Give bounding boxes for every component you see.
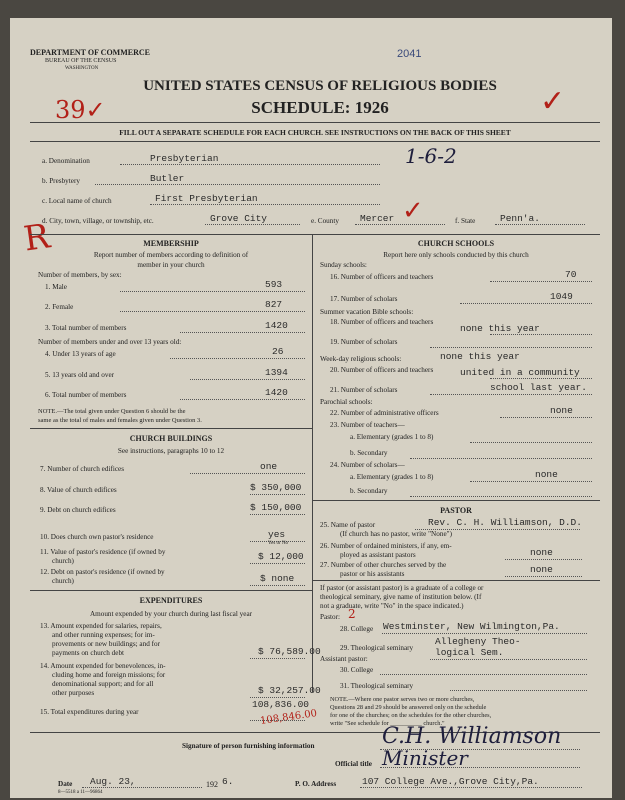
buildings-heading: CHURCH BUILDINGS <box>129 434 213 443</box>
value-weekday-officers[interactable]: united in a community <box>460 367 580 378</box>
value-church-edifices[interactable]: one <box>260 461 278 472</box>
label-sunday-officers: 16. Number of officers and teachers <box>330 273 434 281</box>
label-value-edifices: 8. Value of church edifices <box>40 486 117 494</box>
pastor-heading: PASTOR <box>440 506 472 515</box>
value-college[interactable]: Westminster, New Wilmington,Pa. <box>383 621 560 632</box>
value-church-name[interactable]: First Presbyterian <box>155 193 258 204</box>
graduate-note-2: theological seminary, give name of institution below. (If <box>320 593 482 601</box>
label-residence-value: 11. Value of pastor's residence (if owned by <box>40 548 166 556</box>
label-weekday-officers: 20. Number of officers and teachers <box>330 366 434 374</box>
label-benevolences: 14. Amount expended for benevolences, in- <box>40 662 166 670</box>
label-college: 28. College <box>340 625 374 633</box>
value-residence-debt[interactable]: $ none <box>260 573 295 584</box>
date-value[interactable]: Aug. 23, <box>90 776 136 787</box>
label-admin-officers: 22. Number of administrative officers <box>330 409 439 417</box>
buildings-instruction: See instructions, paragraphs 10 to 12 <box>117 447 225 455</box>
label-salaries-3: provements or new buildings; and for <box>52 640 160 648</box>
assistant-pastor-label: Assistant pastor: <box>320 655 368 663</box>
schedule-number-stamp: 2041 <box>397 48 422 60</box>
label-female: 2. Female <box>45 303 74 311</box>
label-scholars-elementary: a. Elementary (grades 1 to 8) <box>350 473 434 481</box>
label-county: e. County <box>311 217 339 225</box>
value-value-edifices[interactable]: $ 350,000 <box>250 482 302 493</box>
label-total-members: 3. Total number of members <box>45 324 127 332</box>
schools-instruction: Report here only schools conducted by this church <box>383 251 529 259</box>
expenditures-heading: EXPENDITURES <box>139 596 203 605</box>
label-sunday-scholars: 17. Number of scholars <box>330 295 398 303</box>
value-benevolences[interactable]: $ 32,257.00 <box>258 685 321 696</box>
label-other-churches: 27. Number of other churches served by the <box>320 561 447 569</box>
location-name: WASHINGTON <box>65 66 99 71</box>
label-assistant-seminary: 31. Theological seminary <box>340 682 414 690</box>
value-county[interactable]: Mercer <box>360 213 395 224</box>
value-city[interactable]: Grove City <box>210 213 268 224</box>
label-church-name: c. Local name of church <box>42 197 112 205</box>
value-theological-seminary[interactable]: Allegheny Theo- <box>435 636 521 647</box>
value-pastor-name[interactable]: Rev. C. H. Williamson, D.D. <box>428 517 582 528</box>
label-scholars-secondary: b. Secondary <box>350 487 388 495</box>
value-sunday-scholars[interactable]: 1049 <box>550 291 573 302</box>
label-state: f. State <box>455 217 476 225</box>
red-check-mark: ✓ <box>540 84 566 119</box>
weekday-schools-label: Week-day religious schools: <box>320 355 402 363</box>
pastor-note-3: for one of the churches; on the schedules for the other churches, <box>330 712 492 719</box>
value-total-members[interactable]: 1420 <box>265 320 288 331</box>
handwritten-code: 1-6-2 <box>405 144 457 168</box>
value-debt-edifices[interactable]: $ 150,000 <box>250 502 302 513</box>
handwritten-pastor-mark: 2 <box>348 607 356 621</box>
label-city: d. City, town, village, or township, etc. <box>42 217 154 225</box>
label-presbytery: b. Presbytery <box>42 177 80 185</box>
form-code: 8—5518 a 11—96864 <box>58 790 103 795</box>
official-title-label: Official title <box>335 760 372 768</box>
label-summer-scholars: 19. Number of scholars <box>330 338 398 346</box>
value-male[interactable]: 593 <box>265 279 283 290</box>
label-teachers-secondary: b. Secondary <box>350 449 388 457</box>
schools-heading: CHURCH SCHOOLS <box>417 239 495 248</box>
bureau-name: BUREAU OF THE CENSUS <box>45 58 117 64</box>
label-benevolences-4: other purposes <box>52 689 95 697</box>
label-owns-residence: 10. Does church own pastor's residence <box>40 533 154 541</box>
parochial-schools-label: Parochial schools: <box>320 398 373 406</box>
form-instruction: FILL OUT A SEPARATE SCHEDULE FOR EACH CHURCH. SEE INSTRUCTIONS ON THE BACK OF THIS SHEET <box>119 128 511 137</box>
summer-schools-label: Summer vacation Bible schools: <box>320 308 414 316</box>
label-residence-debt: 12. Debt on pastor's residence (if owned by <box>40 568 165 576</box>
membership-note-1: NOTE.—The total given under Question 6 should be the <box>38 408 186 415</box>
value-other-churches[interactable]: none <box>530 564 553 575</box>
form-subtitle: SCHEDULE: 1926 <box>251 98 389 117</box>
date-label: Date <box>58 780 73 788</box>
signature-handwriting[interactable]: C.H. Williamson <box>382 724 562 749</box>
label-male: 1. Male <box>45 283 67 291</box>
pastor-note-4: write "See schedule for __________ church." <box>330 720 445 727</box>
value-female[interactable]: 827 <box>265 299 283 310</box>
label-benevolences-3: denominational support; and for all <box>52 680 154 688</box>
membership-by-sex-label: Number of members, by sex: <box>38 271 122 279</box>
label-church-edifices: 7. Number of church edifices <box>40 465 125 473</box>
value-theological-seminary-2[interactable]: logical Sem. <box>435 647 504 658</box>
value-weekday-scholars[interactable]: school last year. <box>490 382 587 393</box>
pastor-name-hint: (If church has no pastor, write "None") <box>340 530 452 538</box>
value-scholars-elementary[interactable]: none <box>535 469 558 480</box>
value-owns-residence[interactable]: yes <box>268 529 286 540</box>
value-total-members-6[interactable]: 1420 <box>265 387 288 398</box>
label-weekday-scholars: 21. Number of scholars <box>330 386 398 394</box>
value-summer-officers[interactable]: none this year <box>460 323 540 334</box>
post-office-address-value[interactable]: 107 College Ave.,Grove City,Pa. <box>362 776 539 787</box>
expenditures-instruction: Amount expended by your church during last fiscal year <box>89 610 253 618</box>
value-weekday-schools[interactable]: none this year <box>440 351 520 362</box>
pastor-label: Pastor: <box>320 613 340 621</box>
label-scholars: 24. Number of scholars— <box>330 461 405 469</box>
label-ordained-ministers-cont: ployed as assistant pastors <box>340 551 416 559</box>
label-debt-edifices: 9. Debt on church edifices <box>40 506 116 514</box>
signature-label: Signature of person furnishing information <box>182 742 315 750</box>
value-residence-value[interactable]: $ 12,000 <box>258 551 304 562</box>
value-presbytery[interactable]: Butler <box>150 173 185 184</box>
membership-heading: MEMBERSHIP <box>143 239 199 248</box>
membership-age-label: Number of members under and over 13 years old: <box>38 338 182 346</box>
value-salaries[interactable]: $ 76,589.00 <box>258 646 321 657</box>
value-sunday-officers[interactable]: 70 <box>565 269 577 280</box>
census-schedule-form <box>10 18 612 798</box>
sunday-schools-label: Sunday schools: <box>320 261 367 269</box>
pastor-note-1: NOTE.—Where one pastor serves two or more churches, <box>330 696 475 703</box>
label-assistant-college: 30. College <box>340 666 374 674</box>
label-under-13: 4. Under 13 years of age <box>45 350 116 358</box>
pastor-note-2: Questions 28 and 29 should be answered only on the schedule <box>330 704 487 711</box>
label-summer-officers: 18. Number of officers and teachers <box>330 318 434 326</box>
label-other-churches-cont: pastor or his assistants <box>340 570 405 578</box>
label-total-members-6: 6. Total number of members <box>45 391 127 399</box>
struck-total-value: 108,836.00 <box>252 699 310 710</box>
label-denomination: a. Denomination <box>42 157 90 165</box>
value-admin-officers[interactable]: none <box>550 405 573 416</box>
graduate-note-1: If pastor (or assistant pastor) is a graduate of a college or <box>320 584 484 592</box>
official-title-handwriting[interactable]: Minister <box>382 746 468 770</box>
year-prefix: 192 <box>206 780 218 789</box>
yes-or-no-hint: Yes or No <box>268 541 289 546</box>
year-value[interactable]: 6. <box>222 776 234 787</box>
label-salaries: 13. Amount expended for salaries, repairs, <box>40 622 162 630</box>
label-salaries-2: and other running expenses; for im- <box>52 631 155 639</box>
membership-instruction-2: member in your church <box>137 261 205 269</box>
label-teachers: 23. Number of teachers— <box>330 421 405 429</box>
value-ordained-ministers[interactable]: none <box>530 547 553 558</box>
label-benevolences-2: cluding home and foreign missions; for <box>52 671 166 679</box>
label-total-expenditures: 15. Total expenditures during year <box>40 708 139 716</box>
label-salaries-4: payments on church debt <box>52 649 125 657</box>
handwritten-margin-number: 39✓ <box>55 96 106 124</box>
label-residence-value-cont: church) <box>52 557 74 565</box>
label-13-and-over: 5. 13 years old and over <box>45 371 115 379</box>
graduate-note-3: not a graduate, write "No" in the space indicated.) <box>320 602 464 610</box>
label-pastor-name: 25. Name of pastor <box>320 521 376 529</box>
value-denomination[interactable]: Presbyterian <box>150 153 219 164</box>
label-teachers-elementary: a. Elementary (grades 1 to 8) <box>350 433 434 441</box>
membership-note-2: same as the total of males and females given under Question 3. <box>38 417 202 424</box>
membership-instruction-1: Report number of members according to definition of <box>93 251 249 259</box>
label-residence-debt-cont: church) <box>52 577 74 585</box>
value-state[interactable]: Penn'a. <box>500 213 540 224</box>
value-13-and-over[interactable]: 1394 <box>265 367 288 378</box>
value-under-13[interactable]: 26 <box>272 346 284 357</box>
handwritten-margin-mark: R <box>21 216 53 260</box>
red-check-mark-county: ✓ <box>402 196 424 226</box>
post-office-address-label: P. O. Address <box>295 780 337 788</box>
department-name: DEPARTMENT OF COMMERCE <box>30 48 151 57</box>
value-total-expenditures[interactable]: 108,846.00 <box>259 708 318 727</box>
form-title: UNITED STATES CENSUS OF RELIGIOUS BODIES <box>143 78 497 94</box>
label-ordained-ministers: 26. Number of ordained ministers, if any, em- <box>320 542 452 550</box>
label-theological-seminary: 29. Theological seminary <box>340 644 414 652</box>
